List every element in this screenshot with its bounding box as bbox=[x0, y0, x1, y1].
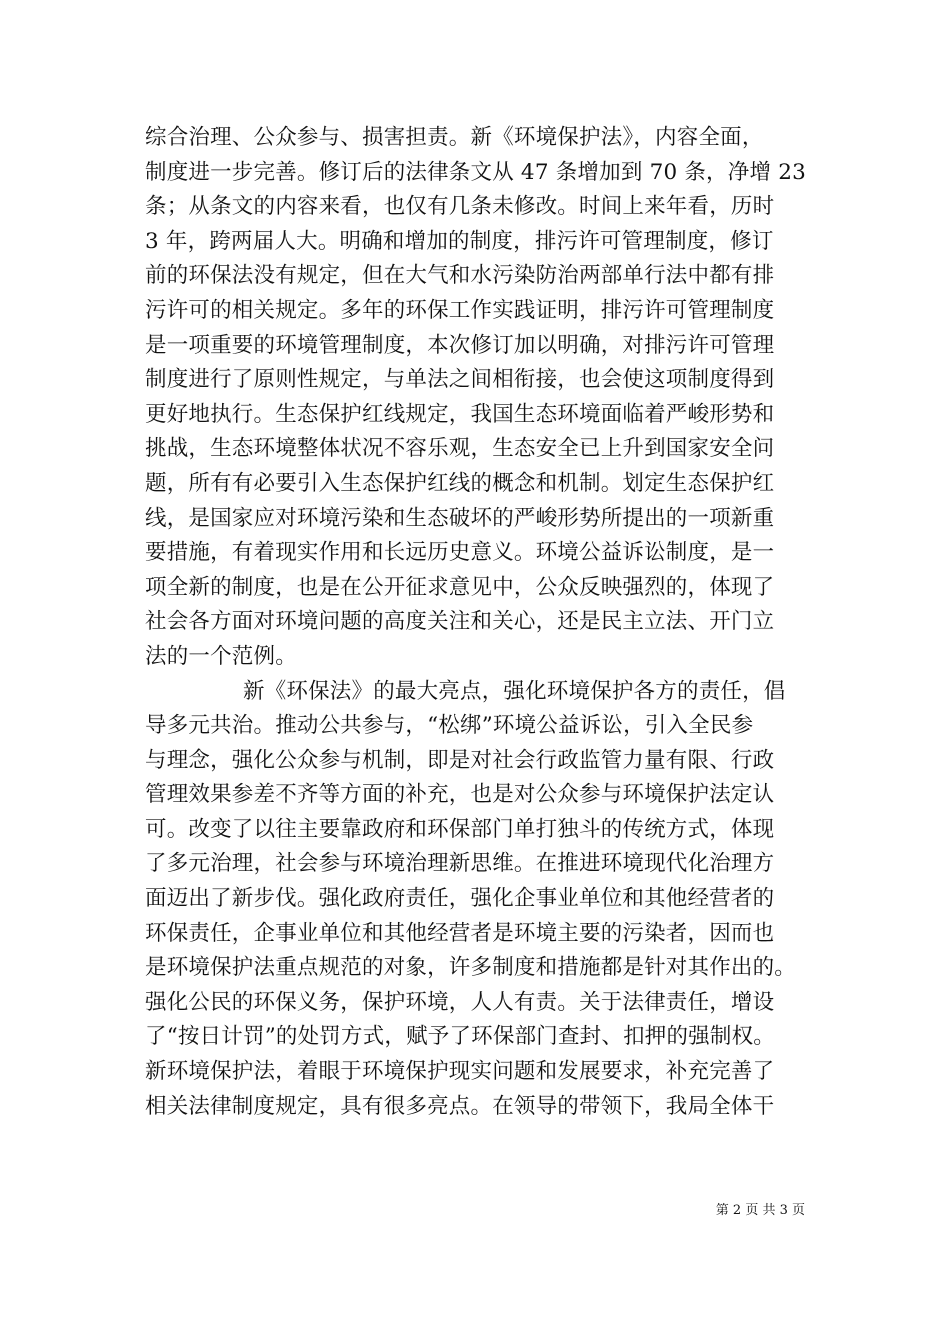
text-line: 综合治理、公众参与、损害担责。新《环境保护法》，内容全面， bbox=[145, 125, 764, 150]
text-line: 题，所有有必要引入生态保护红线的概念和机制。划定生态保护红 bbox=[145, 470, 775, 496]
text-line: 相关法律制度规定，具有很多亮点。在领导的带领下，我局全体干 bbox=[145, 1093, 775, 1119]
text-line: 是一项重要的环境管理制度，本次修订加以明确，对排污许可管理 bbox=[145, 332, 775, 358]
text-line: 条；从条文的内容来看，也仅有几条未修改。时间上来年看，历时 bbox=[145, 194, 775, 220]
text-line: 导多元共治。推动公共参与，“松绑”环境公益诉讼，引入全民参 bbox=[145, 713, 754, 739]
text-line: 要措施，有着现实作用和长远历史意义。环境公益诉讼制度，是一 bbox=[145, 540, 775, 566]
body-text bbox=[145, 121, 835, 1124]
text-line: 3 年，跨两届人大。明确和增加的制度，排污许可管理制度，修订 bbox=[145, 228, 774, 254]
text-line: 是环境保护法重点规范的对象，许多制度和措施都是针对其作出的。 bbox=[145, 955, 797, 981]
text-line: 社会各方面对环境问题的高度关注和关心，还是民主立法、开门立 bbox=[145, 609, 775, 635]
text-line: 管理效果参差不齐等方面的补充，也是对公众参与环境保护法定认 bbox=[145, 782, 775, 808]
text-line: 与理念，强化公众参与机制，即是对社会行政监管力量有限、行政 bbox=[145, 747, 775, 773]
text-line: 法的一个范例。 bbox=[145, 643, 297, 669]
text-line: 了“按日计罚”的处罚方式，赋予了环保部门查封、扣押的强制权。 bbox=[145, 1024, 775, 1050]
text-line: 更好地执行。生态保护红线规定，我国生态环境面临着严峻形势和 bbox=[145, 401, 775, 427]
text-line: 污许可的相关规定。多年的环保工作实践证明，排污许可管理制度 bbox=[145, 297, 775, 323]
text-line: 制度进一步完善。修订后的法律条文从 47 条增加到 70 条，净增 23 bbox=[145, 159, 806, 185]
text-line: 环保责任，企事业单位和其他经营者是环境主要的污染者，因而也 bbox=[145, 920, 775, 946]
paragraph-start-line: 新《环保法》的最大亮点，强化环境保护各方的责任，倡 bbox=[243, 678, 786, 704]
page-number: 第 2 页 共 3 页 bbox=[715, 1203, 805, 1218]
text-line: 了多元治理，社会参与环境治理新思维。在推进环境现代化治理方 bbox=[145, 851, 775, 877]
text-line: 线，是国家应对环境污染和生态破坏的严峻形势所提出的一项新重 bbox=[145, 505, 775, 531]
text-line: 制度进行了原则性规定，与单法之间相衔接，也会使这项制度得到 bbox=[145, 367, 775, 393]
text-line: 挑战，生态环境整体状况不容乐观，生态安全已上升到国家安全问 bbox=[145, 436, 775, 462]
text-line: 面迈出了新步伐。强化政府责任，强化企事业单位和其他经营者的 bbox=[145, 886, 775, 912]
text-line: 项全新的制度，也是在公开征求意见中，公众反映强烈的，体现了 bbox=[145, 574, 775, 600]
text-line: 新环境保护法，着眼于环境保护现实问题和发展要求，补充完善了 bbox=[145, 1059, 775, 1085]
text-line: 前的环保法没有规定，但在大气和水污染防治两部单行法中都有排 bbox=[145, 263, 775, 289]
text-line: 可。改变了以往主要靠政府和环保部门单打独斗的传统方式，体现 bbox=[145, 816, 775, 842]
text-line: 强化公民的环保义务，保护环境，人人有责。关于法律责任，增设 bbox=[145, 989, 775, 1015]
